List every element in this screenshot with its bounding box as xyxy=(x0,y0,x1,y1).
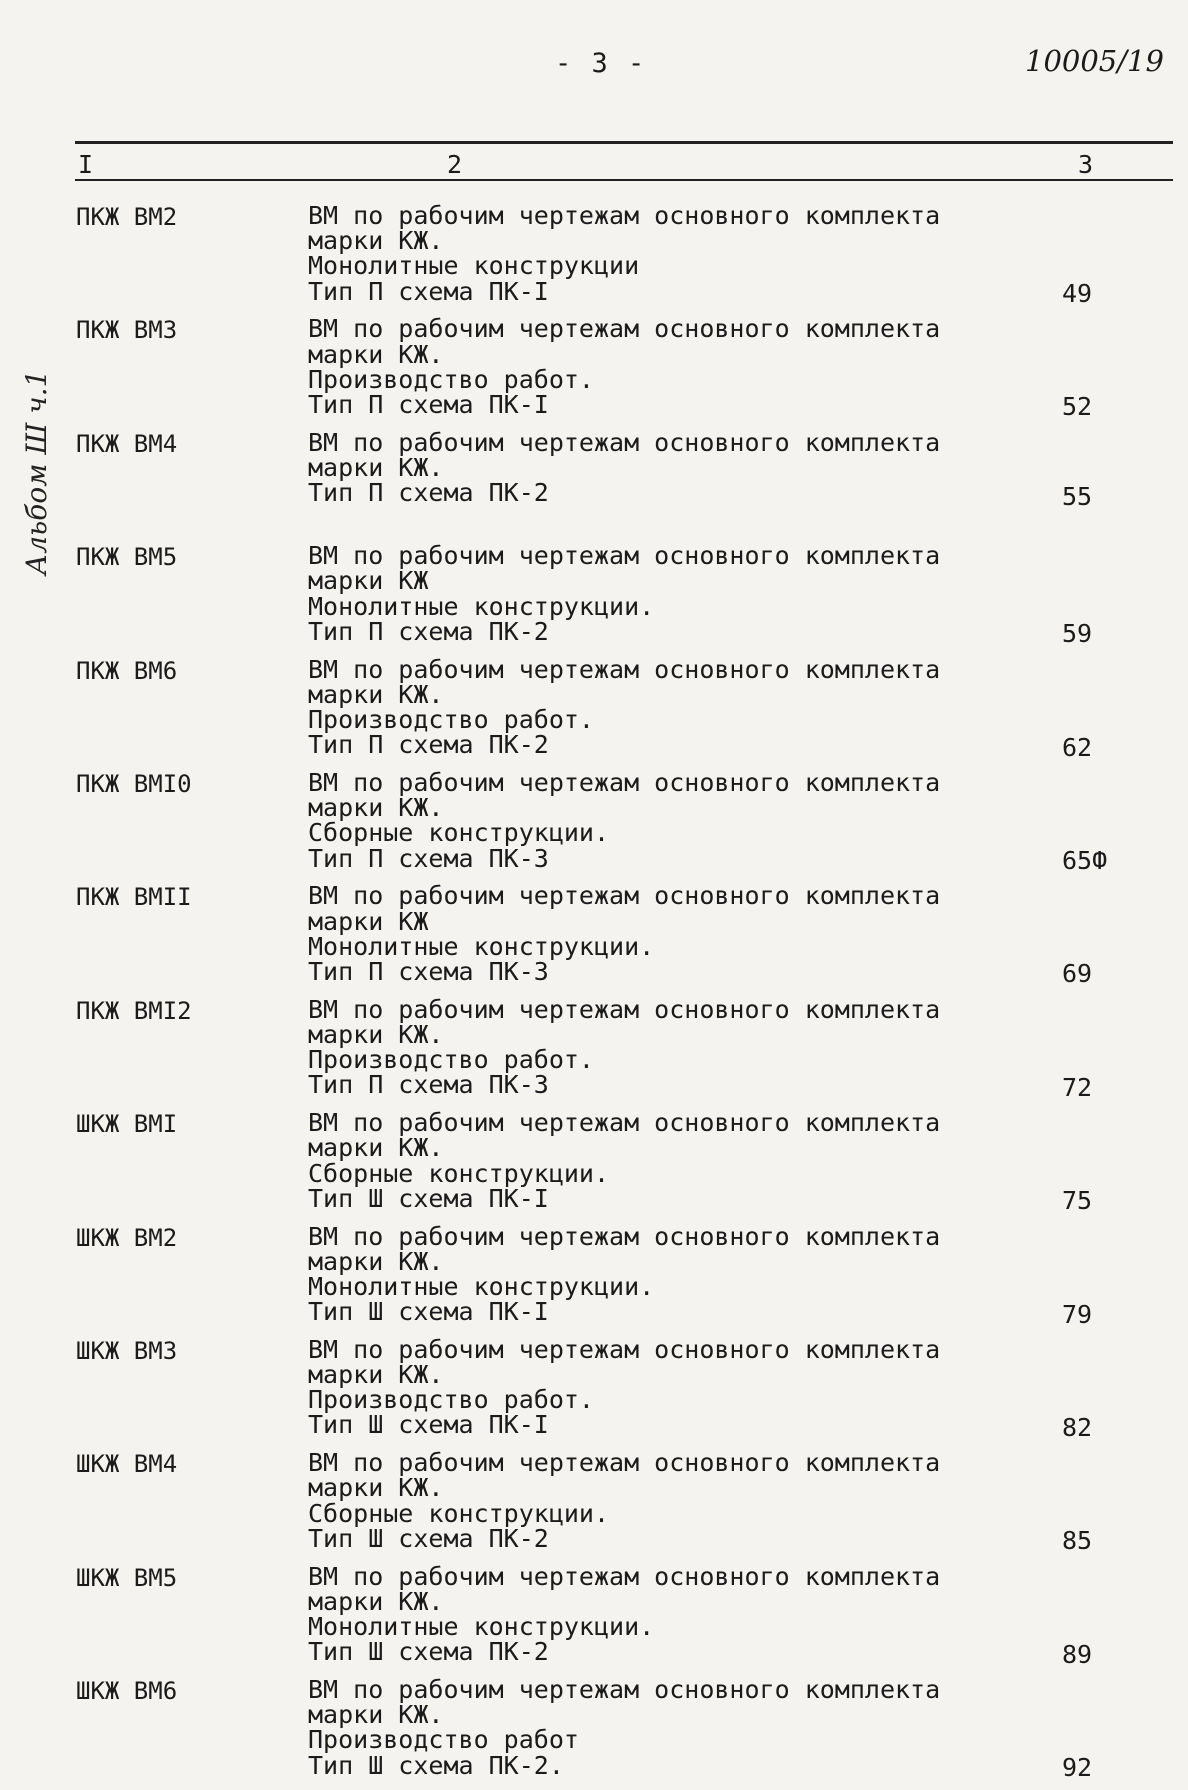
entry-description xyxy=(308,1334,941,1440)
description-line: Тип Ш схема ПК-I xyxy=(308,1297,549,1327)
entry-description xyxy=(308,427,941,508)
description-line: Сборные конструкции. xyxy=(308,818,610,848)
entry-description xyxy=(308,1221,941,1327)
table-row xyxy=(0,767,1188,883)
entry-page-number: 59 xyxy=(1062,619,1093,649)
table-row xyxy=(0,654,1188,770)
description-line: марки КЖ. xyxy=(308,679,444,709)
description-line: марки КЖ. xyxy=(308,1473,444,1503)
description-line: марки КЖ. xyxy=(308,1700,444,1730)
entry-description xyxy=(308,1677,940,1778)
table-row xyxy=(0,203,1188,316)
description-line: Сборные конструкции. xyxy=(308,1498,610,1528)
description-line: ВМ по рабочим чертежам основного комплекта xyxy=(308,201,941,230)
description-line: марки КЖ. xyxy=(308,1586,444,1616)
description-line: ВМ по рабочим чертежам основного комплекта xyxy=(308,767,941,797)
entry-code: ШКЖ ВМ4 xyxy=(76,1450,178,1479)
description-line: Монолитные конструкции. xyxy=(308,1271,655,1301)
entry-code: ПКЖ ВМI0 xyxy=(76,769,192,798)
description-line: Тип П схема ПК-2 xyxy=(308,730,549,760)
table-row xyxy=(0,1677,1188,1790)
description-line: ВМ по рабочим чертежам основного комплекта xyxy=(308,1448,941,1478)
entry-description xyxy=(308,1561,941,1667)
description-line: Тип Ш схема ПК-I xyxy=(308,1410,549,1440)
table-row xyxy=(0,1561,1188,1677)
table-row xyxy=(0,883,1188,996)
entry-page-number: 55 xyxy=(1062,481,1093,511)
entry-page-number: 92 xyxy=(1062,1753,1093,1783)
description-line: марки КЖ. xyxy=(308,452,444,482)
description-line: Монолитные конструкции. xyxy=(308,931,655,961)
table-top-rule xyxy=(75,141,1173,144)
description-line: Производство работ xyxy=(308,1725,579,1755)
entry-code: ШКЖ ВМ5 xyxy=(76,1563,178,1592)
description-line: Производство работ. xyxy=(308,1045,594,1075)
description-line: ВМ по рабочим чертежам основного комплекта xyxy=(308,1108,941,1138)
description-line: марки КЖ. xyxy=(308,1019,444,1049)
description-line: марки КЖ. xyxy=(308,226,444,256)
description-line: Тип П схема ПК-I xyxy=(308,276,549,306)
description-line: ВМ по рабочим чертежам основного комплекта xyxy=(308,1334,941,1364)
description-line: ВМ по рабочим чертежам основного комплекта xyxy=(308,427,941,457)
entry-description xyxy=(308,1110,940,1211)
description-line: Сборные конструкции. xyxy=(308,1158,610,1188)
entry-description xyxy=(308,994,941,1100)
entry-description xyxy=(308,203,940,304)
entry-page-number: 75 xyxy=(1062,1186,1093,1216)
entry-description xyxy=(308,654,941,760)
description-line: Производство работ. xyxy=(308,364,594,394)
entry-code: ПКЖ ВМII xyxy=(76,883,192,912)
description-line: ВМ по рабочим чертежам основного комплекта xyxy=(308,994,941,1024)
table-header-rule xyxy=(75,179,1173,181)
entry-description xyxy=(308,767,941,873)
table-row xyxy=(0,1334,1188,1450)
table-row xyxy=(0,427,1188,543)
description-line: марки КЖ xyxy=(308,906,429,936)
description-line: Производство работ. xyxy=(308,704,594,734)
description-line: Тип П схема ПК-3 xyxy=(308,1070,549,1100)
description-line: Тип Ш схема ПК-2 xyxy=(308,1637,549,1667)
description-line: Монолитные конструкции xyxy=(308,251,640,281)
description-line: Тип П схема ПК-3 xyxy=(308,956,549,986)
description-line: ВМ по рабочим чертежам основного комплекта xyxy=(308,1675,941,1705)
description-line: Производство работ. xyxy=(308,1385,594,1415)
description-line: марки КЖ. xyxy=(308,1360,444,1390)
album-stamp: Альбом Ш ч.1 xyxy=(20,369,53,575)
description-line: Тип П схема ПК-2 xyxy=(308,616,549,646)
description-line: Монолитные конструкции. xyxy=(308,591,655,621)
description-line: марки КЖ. xyxy=(308,793,444,823)
entry-page-number: 65Ф xyxy=(1062,845,1108,875)
description-line: Тип Ш схема ПК-2. xyxy=(308,1750,564,1780)
description-line: Тип Ш схема ПК-2 xyxy=(308,1523,549,1553)
description-line: Монолитные конструкции. xyxy=(308,1612,655,1642)
description-line: марки КЖ xyxy=(308,566,429,596)
entry-description xyxy=(308,543,940,644)
table-row xyxy=(0,1221,1188,1337)
description-line: Тип Ш схема ПК-I xyxy=(308,1183,549,1213)
table-row xyxy=(0,543,1188,656)
entry-description xyxy=(308,883,940,984)
description-line: Тип П схема ПК-I xyxy=(308,389,549,419)
entry-code: ПКЖ ВМ2 xyxy=(76,203,178,231)
entry-page-number: 85 xyxy=(1062,1526,1093,1556)
description-line: ВМ по рабочим чертежам основного комплекта xyxy=(308,881,941,911)
table-row xyxy=(0,1110,1188,1223)
table-row xyxy=(0,316,1188,429)
column-header-1: I xyxy=(78,150,94,179)
entry-page-number: 69 xyxy=(1062,959,1093,989)
description-line: марки КЖ. xyxy=(308,1246,444,1276)
entry-code: ПКЖ ВМI2 xyxy=(76,996,192,1025)
table-row xyxy=(0,994,1188,1110)
entry-page-number: 49 xyxy=(1062,279,1093,308)
entry-code: ПКЖ ВМ6 xyxy=(76,656,178,685)
document-code: 10005/19 xyxy=(1025,44,1164,78)
description-line: Тип П схема ПК-2 xyxy=(308,478,549,508)
entry-code: ШКЖ ВМ3 xyxy=(76,1336,178,1365)
entry-code: ПКЖ ВМ5 xyxy=(76,543,178,572)
entry-description xyxy=(308,316,940,417)
entry-page-number: 89 xyxy=(1062,1639,1093,1669)
entry-page-number: 62 xyxy=(1062,732,1093,762)
entry-code: ШКЖ ВМ6 xyxy=(76,1677,178,1706)
entry-code: ШКЖ ВМI xyxy=(76,1110,178,1139)
entry-code: ШКЖ ВМ2 xyxy=(76,1223,178,1252)
description-line: Тип П схема ПК-3 xyxy=(308,843,549,873)
description-line: марки КЖ. xyxy=(308,339,444,369)
description-line: ВМ по рабочим чертежам основного комплекта xyxy=(308,1221,941,1251)
entry-code: ПКЖ ВМ3 xyxy=(76,316,178,345)
column-header-2: 2 xyxy=(447,150,463,179)
description-line: ВМ по рабочим чертежам основного комплекта xyxy=(308,1561,941,1591)
table-row xyxy=(0,1450,1188,1563)
entry-page-number: 72 xyxy=(1062,1072,1093,1102)
description-line: ВМ по рабочим чертежам основного комплекта xyxy=(308,654,941,684)
description-line: ВМ по рабочим чертежам основного комплекта xyxy=(308,314,941,344)
page-number: - 3 - xyxy=(555,48,647,79)
entry-description xyxy=(308,1450,940,1551)
entry-page-number: 82 xyxy=(1062,1412,1093,1442)
entry-code: ПКЖ ВМ4 xyxy=(76,429,178,458)
description-line: ВМ по рабочим чертежам основного комплекта xyxy=(308,541,941,571)
description-line: марки КЖ. xyxy=(308,1133,444,1163)
entry-page-number: 52 xyxy=(1062,392,1093,422)
column-header-3: 3 xyxy=(1078,150,1094,179)
entries-table xyxy=(0,203,1188,1790)
entry-page-number: 79 xyxy=(1062,1299,1093,1329)
